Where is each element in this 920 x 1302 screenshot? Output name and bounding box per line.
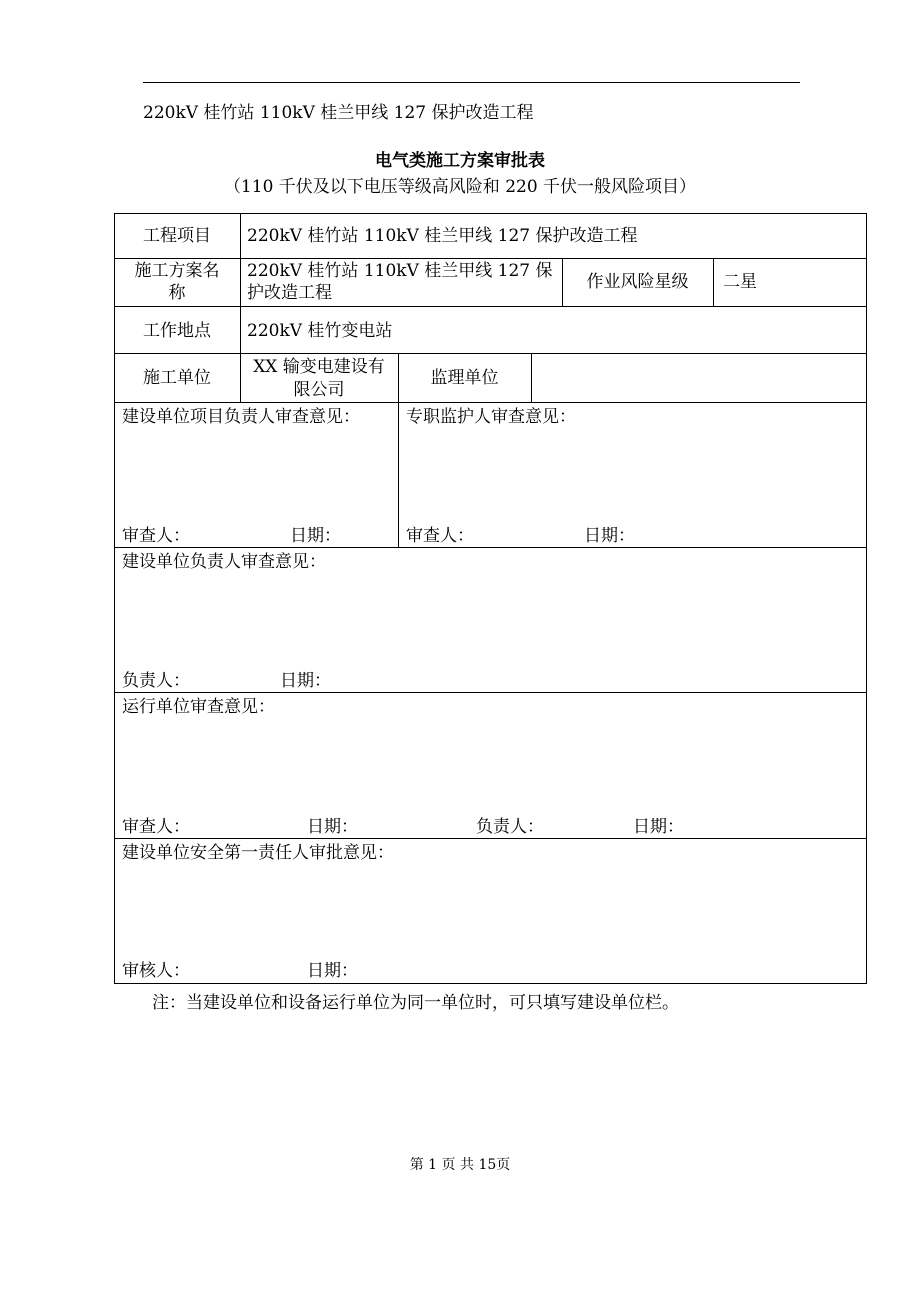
page-title: 电气类施工方案审批表 — [375, 151, 545, 171]
form-note: 注：当建设单位和设备运行单位为同一单位时，可只填写建设单位栏。 — [152, 993, 679, 1013]
plan-name-label-cont: 称 — [168, 283, 186, 303]
row-divider — [114, 838, 867, 839]
row-divider — [114, 692, 867, 693]
date-label: 日期： — [307, 817, 358, 837]
plan-name-value-cont: 护改造工程 — [247, 283, 332, 303]
date-label: 日期： — [307, 961, 358, 981]
date-label: 日期： — [290, 526, 341, 546]
contractor-value-cont: 限公司 — [293, 380, 345, 400]
row-divider — [114, 306, 867, 307]
date-label: 日期： — [584, 526, 635, 546]
safety-opinion-label: 建设单位安全第一责任人审批意见： — [122, 843, 394, 863]
risk-level-value: 二星 — [723, 272, 757, 292]
row-divider — [114, 258, 867, 259]
header-rule — [143, 82, 800, 83]
owner-head-opinion-label: 建设单位负责人审查意见： — [122, 552, 326, 572]
plan-name-value: 220kV 桂竹站 110kV 桂兰甲线 127 保 — [247, 261, 553, 281]
row-divider — [114, 353, 867, 354]
operation-opinion-label: 运行单位审查意见： — [122, 697, 275, 717]
location-value: 220kV 桂竹变电站 — [247, 321, 393, 341]
supervisor-label: 监理单位 — [430, 368, 499, 388]
plan-name-label: 施工方案名 — [134, 261, 220, 281]
col-divider — [531, 353, 532, 402]
reviewer-label: 审查人： — [122, 817, 190, 837]
responsible-label: 负责人： — [476, 817, 544, 837]
reviewer-label: 审查人： — [122, 526, 190, 546]
location-label: 工作地点 — [143, 321, 211, 341]
approver-label: 审核人： — [122, 961, 190, 981]
risk-level-label: 作业风险星级 — [586, 272, 689, 292]
header-project-title: 220kV 桂竹站 110kV 桂兰甲线 127 保护改造工程 — [143, 103, 534, 123]
responsible-label: 负责人： — [122, 671, 190, 691]
contractor-value: XX 输变电建设有 — [253, 357, 385, 377]
reviewer-label: 审查人： — [406, 526, 474, 546]
row-divider — [114, 547, 867, 548]
col-divider — [713, 258, 714, 306]
date-label: 日期： — [280, 671, 331, 691]
supervisor-opinion-label: 专职监护人审查意见： — [406, 407, 576, 427]
owner-pm-opinion-label: 建设单位项目负责人审查意见： — [122, 407, 360, 427]
page-footer: 第 1 页 共 15页 — [409, 1157, 511, 1173]
project-value: 220kV 桂竹站 110kV 桂兰甲线 127 保护改造工程 — [247, 226, 638, 246]
project-label: 工程项目 — [143, 226, 211, 246]
page-subtitle: （110 千伏及以下电压等级高风险和 220 千伏一般风险项目） — [223, 177, 697, 197]
date-label: 日期： — [633, 817, 684, 837]
row-divider — [114, 402, 867, 403]
contractor-label: 施工单位 — [143, 368, 211, 388]
